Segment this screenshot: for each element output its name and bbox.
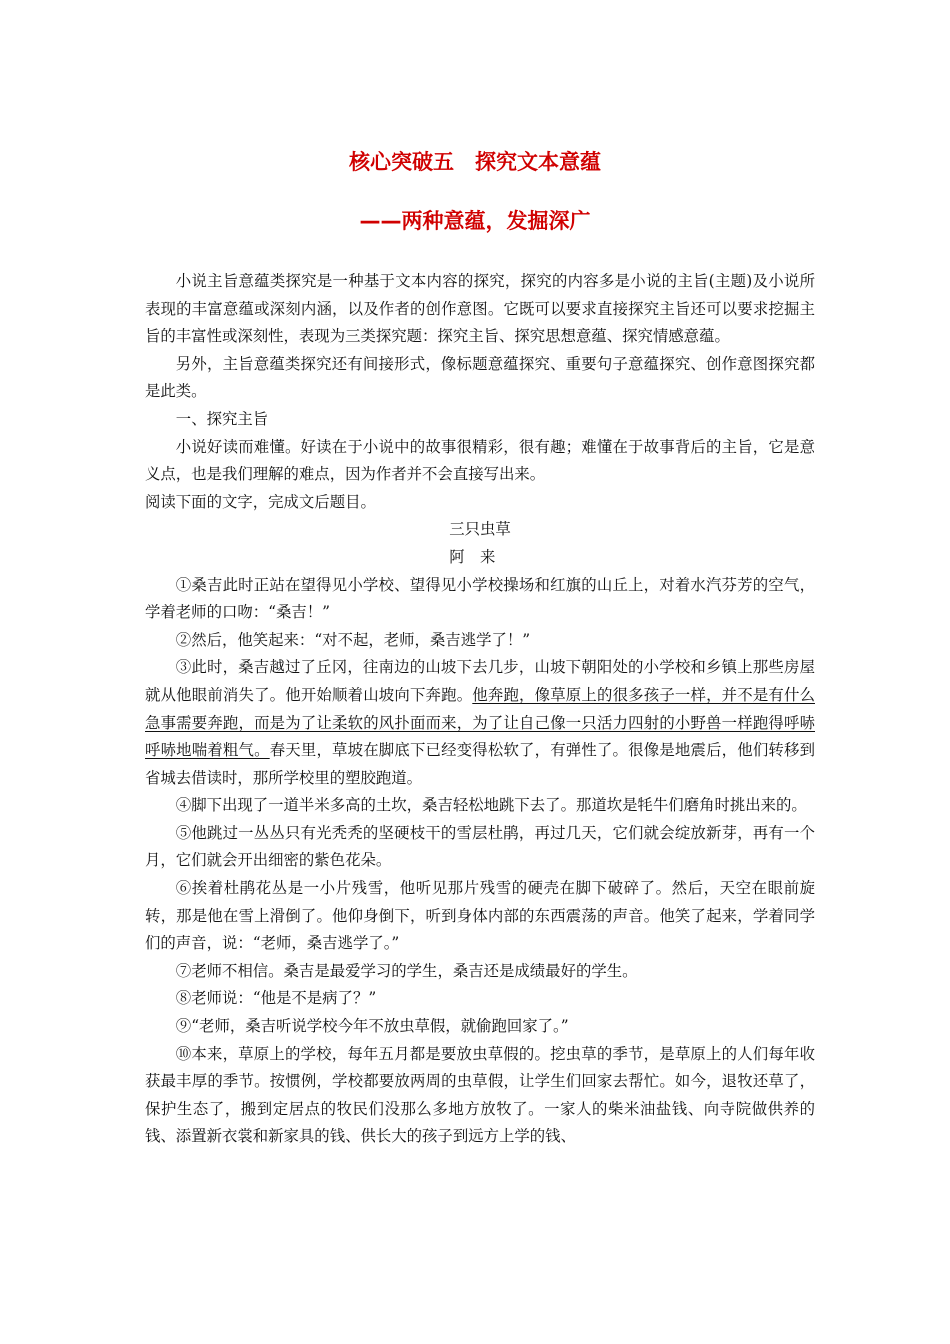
story-author [145, 544, 815, 572]
story-title: 三只虫草 [449, 520, 511, 539]
reading-instruction: 阅读下面的文字，完成文后题目。 [145, 492, 376, 511]
document-body [145, 268, 815, 1151]
story-paragraph: ⑦老师不相信。桑吉是最爱学习的学生，桑吉还是成绩最好的学生。 [175, 961, 638, 980]
section-heading: 一、探究主旨 [175, 409, 269, 428]
story-paragraph: ⑨“老师，桑吉听说学校今年不放虫草假，就偷跑回家了。” [175, 1017, 569, 1036]
intro-paragraph: 小说好读而难懂。好读在于小说中的故事很精彩，很有趣；难懂在于故事背后的主旨，它是意义点，也是我们理解的难点，因为作者并不会直接写出来。 [145, 437, 815, 484]
story-text: 春天里，草坡在脚底下已经变得松软了，有弹性了。很像是地震后，他们转移到省城去借读时，那所学校里的塑胶跑道。 [145, 741, 815, 787]
story-paragraph: ⑤他跳过一丛丛只有光秃秃的坚硬枝干的雪层杜鹃，再过几天，它们就会绽放新芽，再有一个月，它们就会开出细密的紫色花朵。 [145, 823, 815, 870]
intro-paragraph: 小说主旨意蕴类探究是一种基于文本内容的探究，探究的内容多是小说的主旨(主题)及小说所表现的丰富意蕴或深刻内涵，以及作者的创作意图。它既可以要求直接探究主旨还可以要求挖掘主旨的丰富性或深刻性，表现为三类探究题：探究主旨、探究思想意蕴、探究情感意蕴。 [145, 272, 815, 346]
underlined-sentence: 他奔跑，像草原上的很多孩子一样，并不是有什么急事需要奔跑，而是为了让柔软的风扑面而来，为了让自己像一只活力四射的小野兽一样跑得呼哧呼哧地喘着粗气。 [145, 685, 815, 760]
story-author-name: 阿来 [449, 547, 511, 566]
story-text: ③此时，桑吉越过了丘冈，往南边的山坡下去几步，山坡下朝阳处的小学校和乡镇上那些房屋就从他眼前消失了。他开始顺着山坡向下奔跑。 [145, 658, 815, 704]
story-paragraph: ①桑吉此时正站在望得见小学校、望得见小学校操场和红旗的山丘上，对着水汽芬芳的空气，学着老师的口吻：“桑吉！” [145, 575, 815, 622]
page-title: 核心突破五 探究文本意蕴 [349, 150, 601, 174]
story-paragraph: ⑥挨着杜鹃花丛是一小片残雪，他听见那片残雪的硬壳在脚下破碎了。然后，天空在眼前旋转，那是他在雪上滑倒了。他仰身倒下，听到身体内部的东西震荡的声音。他笑了起来，学着同学们的声音，说：“老师，桑吉逃学了。” [145, 879, 815, 953]
story-paragraph: ④脚下出现了一道半米多高的土坎，桑吉轻松地跳下去了。那道坎是牦牛们磨角时挑出来的。 [175, 796, 807, 815]
story-paragraph: ⑩本来，草原上的学校，每年五月都是要放虫草假的。挖虫草的季节，是草原上的人们每年收获最丰厚的季节。按惯例，学校都要放两周的虫草假，让学生们回家去帮忙。如今，退牧还草了，保护生态了，搬到定居点的牧民们没那么多地方放牧了。一家人的柴米油盐钱、向寺院做供养的钱、添置新衣裳和新家具的钱、供长大的孩子到远方上学的钱、 [145, 1044, 815, 1146]
intro-paragraph: 另外，主旨意蕴类探究还有间接形式，像标题意蕴探究、重要句子意蕴探究、创作意图探究都是此类。 [145, 354, 815, 401]
story-paragraph: ②然后，他笑起来：“对不起，老师，桑吉逃学了！” [175, 630, 531, 649]
story-paragraph: ⑧老师说：“他是不是病了？” [175, 989, 377, 1008]
page-subtitle: ——两种意蕴，发掘深广 [359, 209, 591, 233]
story-paragraph [145, 654, 815, 792]
